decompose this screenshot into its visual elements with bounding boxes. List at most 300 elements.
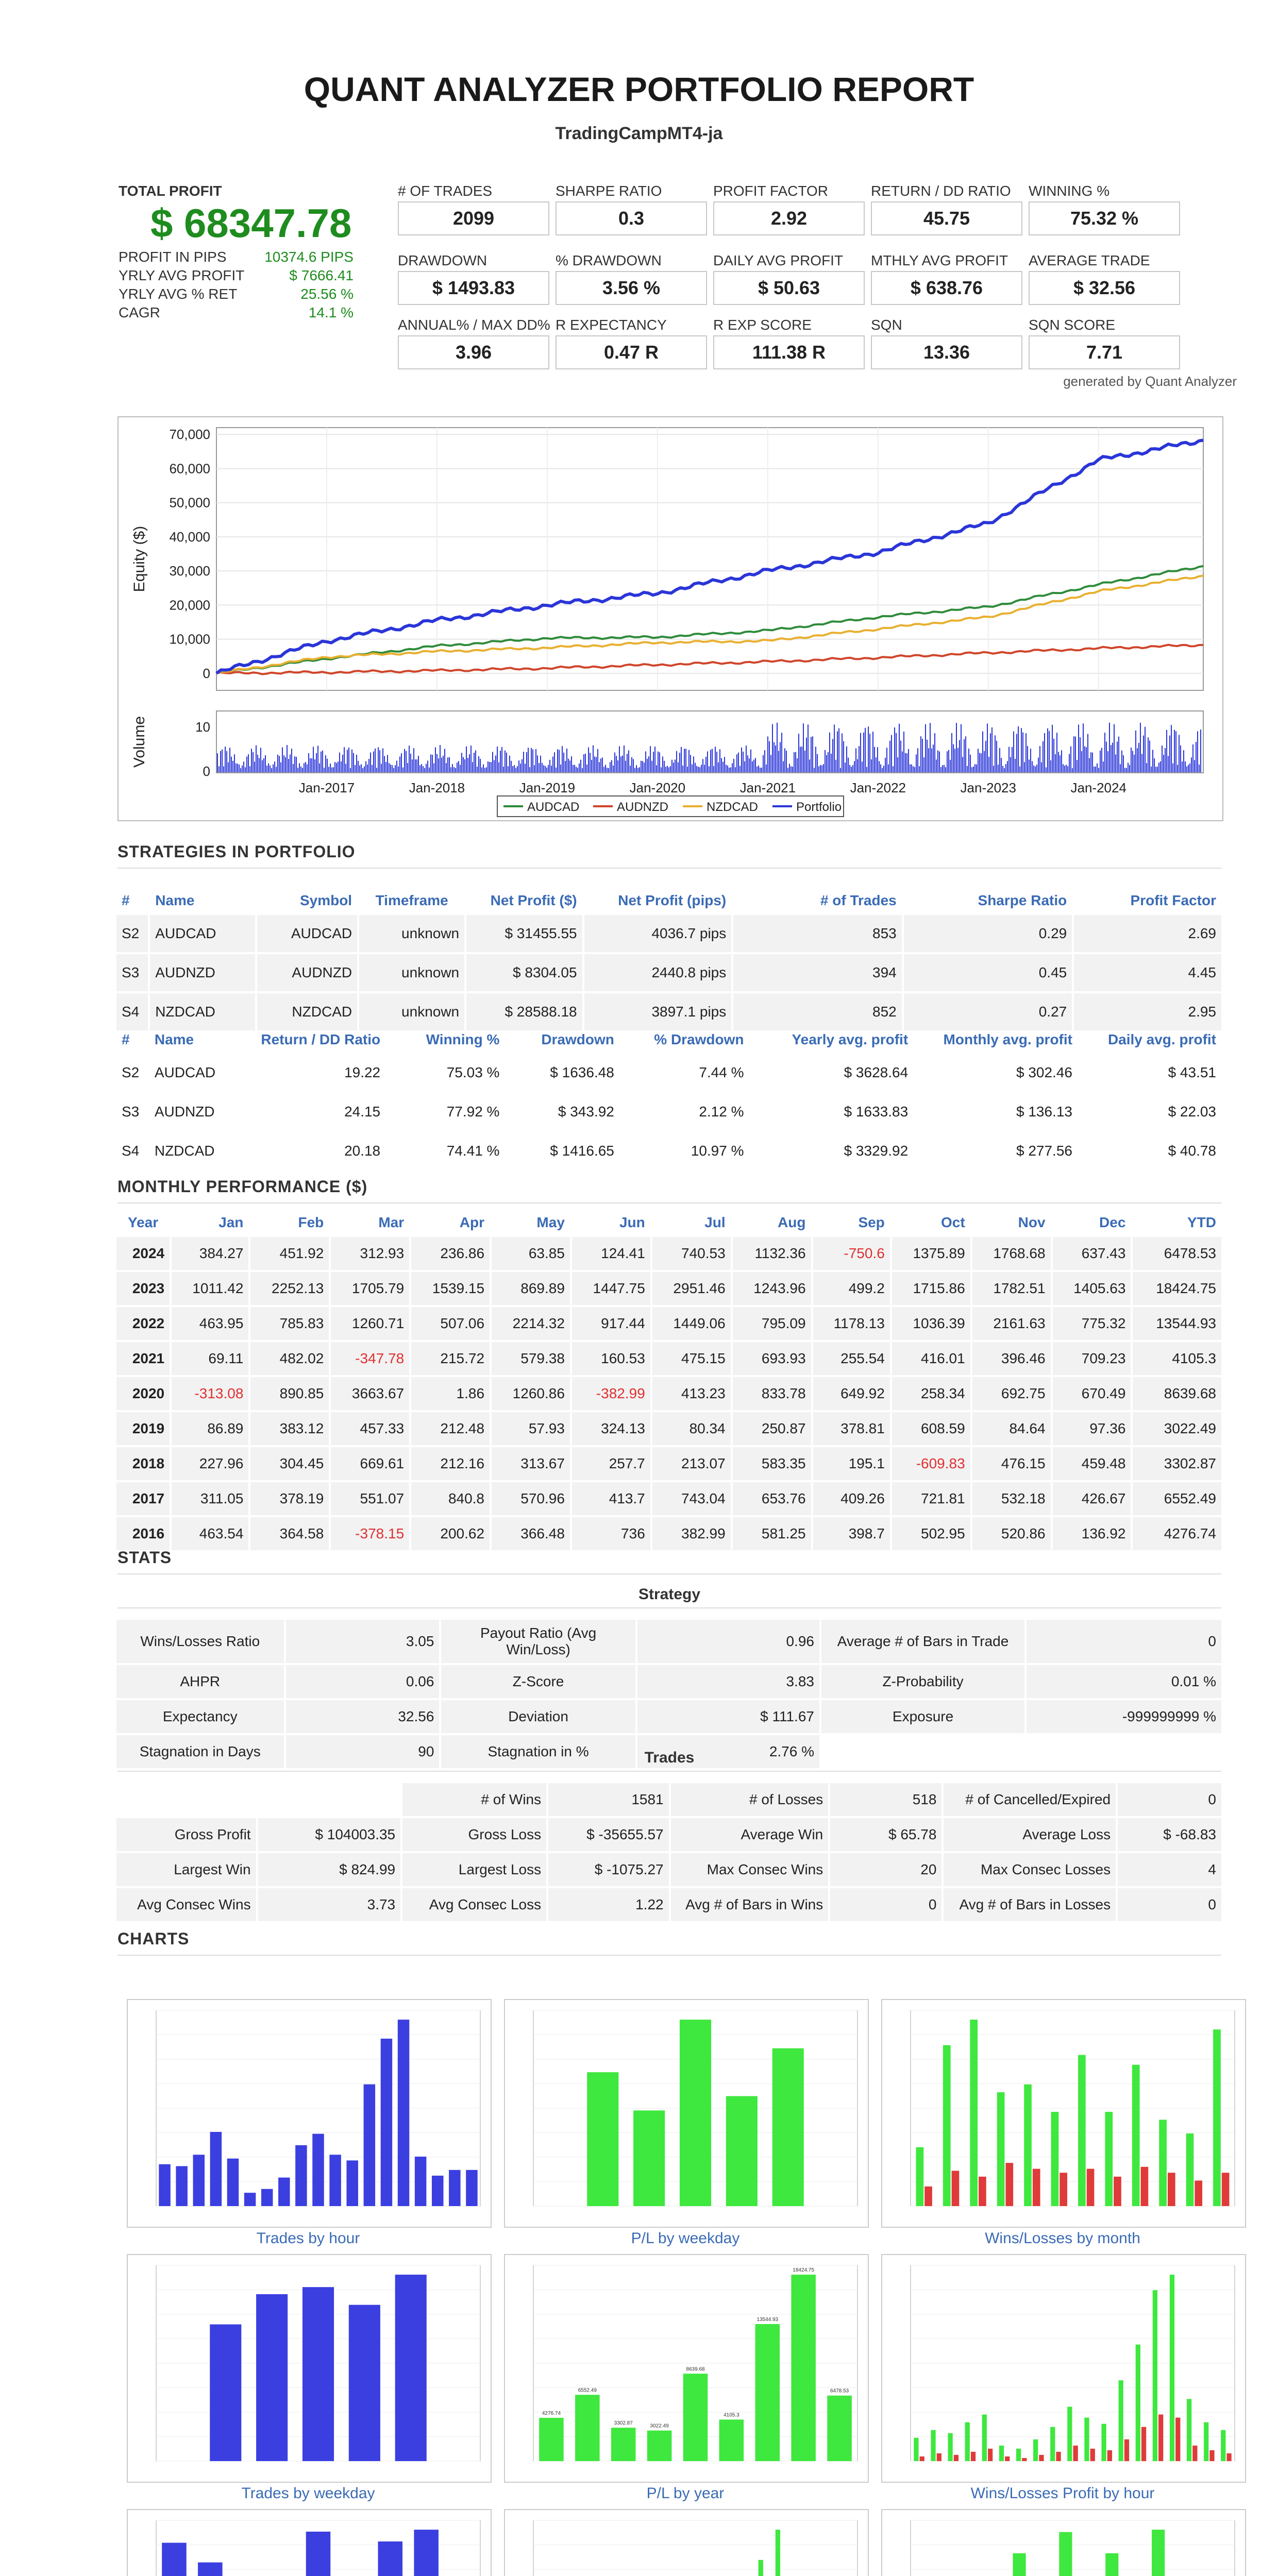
metric-value: 3.56 % — [556, 271, 707, 305]
chart-panel — [881, 2509, 1246, 2576]
mini-chart — [505, 2255, 868, 2482]
table-cell: 3.83 — [637, 1665, 819, 1698]
legend-item: Portfolio — [796, 800, 842, 814]
table-cell: 6552.49 — [1133, 1482, 1221, 1515]
table-cell: 80.34 — [652, 1412, 731, 1445]
metric-value: 2.92 — [713, 201, 865, 235]
bar — [302, 2287, 334, 2461]
loss-bar — [1168, 2173, 1175, 2206]
table-cell: 97.36 — [1053, 1412, 1131, 1445]
bar — [198, 2563, 223, 2576]
table-cell: Max Consec Losses — [944, 1853, 1116, 1886]
metric-value: $ 638.76 — [871, 271, 1022, 305]
table-cell: 0.27 — [904, 993, 1072, 1030]
table-cell: 740.53 — [652, 1237, 731, 1270]
mini-plot-area — [911, 2520, 1235, 2576]
report-title: QUANT ANALYZER PORTFOLIO REPORT — [304, 70, 974, 108]
table-cell: 2019 — [116, 1412, 170, 1445]
chart-panel — [881, 2254, 1246, 2483]
table-row — [116, 1272, 1221, 1305]
summary-row-label: YRLY AVG PROFIT — [119, 267, 245, 283]
win-bar — [1024, 2084, 1032, 2206]
table-cell: 24.15 — [254, 1093, 385, 1130]
table-row — [116, 1377, 1221, 1410]
win-bar — [999, 2446, 1004, 2461]
bar-value-label: 6478.53 — [830, 2388, 849, 2394]
table-row — [116, 1517, 1221, 1550]
loss-bar — [979, 2177, 986, 2206]
table-cell: 0.96 — [637, 1620, 819, 1663]
column-header: Sharpe Ratio — [978, 892, 1067, 908]
column-header: Monthly avg. profit — [943, 1031, 1072, 1047]
bar — [312, 2134, 324, 2206]
bar — [306, 2532, 331, 2576]
table-cell: 1260.71 — [331, 1307, 409, 1340]
bar — [415, 2157, 427, 2206]
table-cell: S3 — [116, 1093, 147, 1130]
table-cell: 463.54 — [172, 1517, 248, 1550]
volume-axis-label: Volume — [131, 716, 148, 768]
divider — [117, 868, 1221, 869]
win-bar — [1136, 2345, 1140, 2461]
table-cell: 378.19 — [250, 1482, 329, 1515]
x-tick-label: Jan-2017 — [298, 780, 355, 795]
column-header: Jan — [218, 1214, 244, 1230]
bar-value-label: 4105.3 — [724, 2412, 739, 2418]
table-cell: NZDCAD — [257, 993, 357, 1030]
win-bar — [916, 2147, 924, 2206]
x-tick-label: Jan-2018 — [409, 780, 465, 795]
table-cell: 518 — [830, 1783, 941, 1816]
win-bar — [965, 2422, 970, 2461]
mini-chart — [882, 2510, 1245, 2576]
table-cell: 2020 — [116, 1377, 170, 1410]
column-header: Oct — [940, 1214, 965, 1230]
table-cell: AHPR — [116, 1665, 284, 1698]
table-cell: 227.96 — [172, 1447, 248, 1480]
chart-panel — [127, 1999, 492, 2228]
table-row — [116, 1818, 1221, 1851]
table-cell: Largest Win — [116, 1853, 256, 1886]
table-cell: 1036.39 — [892, 1307, 970, 1340]
stats-heading: STATS — [117, 1548, 172, 1567]
chart-title: Trades by weekday — [241, 2485, 375, 2502]
summary-row-label: YRLY AVG % RET — [119, 286, 238, 302]
table-cell: 520.86 — [972, 1517, 1051, 1550]
table-cell: 2161.63 — [972, 1307, 1051, 1340]
column-header: Symbol — [299, 892, 352, 908]
table-cell: 917.44 — [572, 1307, 650, 1340]
table-cell: AUDNZD — [150, 954, 255, 991]
win-bar — [948, 2433, 952, 2461]
table-row — [116, 915, 1221, 952]
table-cell: 69.11 — [172, 1342, 248, 1375]
volume-tick-label: 10 — [195, 719, 210, 735]
table-cell: 1768.68 — [972, 1237, 1051, 1270]
table-cell: unknown — [359, 954, 464, 991]
loss-bar — [1056, 2452, 1061, 2461]
table-cell: 394 — [733, 954, 901, 991]
table-cell: S2 — [116, 1054, 147, 1091]
bar — [539, 2418, 564, 2461]
metric-label: RETURN / DD RATIO — [871, 183, 1011, 199]
table-cell: 384.27 — [172, 1237, 248, 1270]
win-bar — [1119, 2380, 1123, 2461]
summary-row — [119, 286, 354, 304]
win-bar — [997, 2092, 1005, 2206]
table-cell: Gross Profit — [116, 1818, 256, 1851]
divider — [117, 1955, 1221, 1956]
table-cell: 2.95 — [1074, 993, 1221, 1030]
table-row — [116, 1482, 1221, 1515]
bar — [726, 2096, 758, 2206]
mini-chart — [882, 2000, 1245, 2227]
column-header: # of Trades — [820, 892, 897, 908]
table-cell: 77.92 % — [388, 1093, 505, 1130]
column-header: Aug — [778, 1214, 806, 1230]
bar-value-label: 4276.74 — [542, 2410, 561, 2416]
strategy-stats-heading: Strategy — [638, 1586, 701, 1603]
table-cell: Avg # of Bars in Losses — [944, 1888, 1116, 1921]
win-bar — [1132, 2065, 1140, 2206]
divider — [117, 1607, 1221, 1608]
table-row — [116, 1700, 1221, 1733]
table-cell: 869.89 — [492, 1272, 570, 1305]
table-cell: 459.48 — [1053, 1447, 1131, 1480]
table-cell: 2.69 — [1074, 915, 1221, 952]
table-cell: 311.05 — [172, 1482, 248, 1515]
table-cell: 136.92 — [1053, 1517, 1131, 1550]
summary-row-value: $ 7666.41 — [289, 267, 354, 283]
table-cell: 637.43 — [1053, 1237, 1131, 1270]
table-cell: Stagnation in % — [441, 1735, 635, 1768]
strategies-table-2 — [114, 1025, 1223, 1172]
table-cell: 502.95 — [892, 1517, 970, 1550]
bar-value-label: 3022.49 — [650, 2423, 669, 2429]
metric-value: 0.3 — [556, 201, 707, 235]
table-header-row — [116, 1027, 1221, 1052]
metric-label: PROFIT FACTOR — [713, 183, 828, 199]
table-cell: $ 277.56 — [915, 1132, 1078, 1170]
table-cell: unknown — [359, 915, 464, 952]
column-header: % Drawdown — [654, 1031, 744, 1047]
table-cell: Average # of Bars in Trade — [821, 1620, 1024, 1663]
table-cell: Max Consec Wins — [671, 1853, 829, 1886]
table-cell: 649.92 — [813, 1377, 890, 1410]
table-cell: 1.22 — [548, 1888, 668, 1921]
table-cell: Average Win — [671, 1818, 829, 1851]
table-cell: -378.15 — [331, 1517, 409, 1550]
table-cell — [258, 1783, 401, 1816]
table-cell: 195.1 — [813, 1447, 890, 1480]
bar — [159, 2164, 171, 2206]
metric-label: MTHLY AVG PROFIT — [871, 252, 1008, 268]
table-cell: 313.67 — [492, 1447, 570, 1480]
bar-value-label: 18424.75 — [793, 2267, 815, 2274]
bar — [162, 2543, 187, 2576]
table-cell: 1405.63 — [1053, 1272, 1131, 1305]
chart-title: Wins/Losses by month — [985, 2230, 1140, 2247]
table-cell: 20 — [830, 1853, 941, 1886]
win-bar — [1033, 2439, 1038, 2461]
table-cell: 378.81 — [813, 1412, 890, 1445]
loss-bar — [1073, 2446, 1078, 2461]
loss-bar — [1158, 2415, 1163, 2461]
table-cell: 736 — [572, 1517, 650, 1550]
table-row — [116, 1412, 1221, 1445]
mini-chart — [505, 2000, 868, 2227]
table-cell: Avg # of Bars in Wins — [671, 1888, 829, 1921]
table-cell: 413.23 — [652, 1377, 731, 1410]
total-profit-label: TOTAL PROFIT — [119, 183, 222, 199]
table-cell: 0 — [830, 1888, 941, 1921]
bar — [381, 2039, 393, 2206]
table-cell: 2951.46 — [652, 1272, 731, 1305]
table-cell: 57.93 — [492, 1412, 570, 1445]
table-cell: 583.35 — [733, 1447, 811, 1480]
metric-label: AVERAGE TRADE — [1029, 252, 1150, 268]
table-cell: 10.97 % — [621, 1132, 749, 1170]
table-cell: 1375.89 — [892, 1237, 970, 1270]
table-cell: S4 — [116, 993, 148, 1030]
column-header: Timeframe — [375, 892, 448, 908]
table-cell: 692.75 — [972, 1377, 1051, 1410]
table-cell — [116, 1783, 256, 1816]
table-row — [116, 1093, 1221, 1130]
metric-value: $ 50.63 — [713, 271, 865, 305]
table-cell: 0 — [1118, 1888, 1221, 1921]
summary-panel — [119, 183, 354, 323]
column-header: Net Profit ($) — [490, 892, 577, 908]
win-bar — [1221, 2430, 1225, 2461]
table-cell: 258.34 — [892, 1377, 970, 1410]
metric-value: 2099 — [398, 201, 549, 235]
total-profit-value: $ 68347.78 — [150, 200, 352, 246]
bar — [349, 2305, 380, 2461]
win-bar — [970, 2020, 978, 2206]
table-cell: 0 — [1027, 1620, 1221, 1663]
table-cell: 1447.75 — [572, 1272, 650, 1305]
table-cell: Deviation — [441, 1700, 635, 1733]
metric-label: # OF TRADES — [398, 183, 493, 199]
x-tick-label: Jan-2019 — [519, 780, 576, 795]
chart-panel — [881, 1999, 1246, 2228]
table-cell: 4105.3 — [1133, 1342, 1221, 1375]
table-cell: 1782.51 — [972, 1272, 1051, 1305]
bar-value-label: 6552.49 — [578, 2387, 597, 2394]
win-bar — [1213, 2029, 1221, 2206]
summary-row-value: 14.1 % — [308, 304, 354, 320]
table-cell: 19.22 — [254, 1054, 385, 1091]
metric-value: 45.75 — [871, 201, 1022, 235]
table-cell: 366.48 — [492, 1517, 570, 1550]
mini-chart — [128, 2255, 491, 2482]
legend-item: NZDCAD — [707, 800, 758, 814]
table-cell: -313.08 — [172, 1377, 248, 1410]
table-cell: 670.49 — [1053, 1377, 1131, 1410]
legend-item: AUDNZD — [617, 800, 668, 814]
table-cell: Stagnation in Days — [116, 1735, 284, 1768]
table-cell: 1011.42 — [172, 1272, 248, 1305]
table-cell: -347.78 — [331, 1342, 409, 1375]
summary-row-value: 10374.6 PIPS — [264, 249, 354, 265]
table-cell: 669.61 — [331, 1447, 409, 1480]
bar — [683, 2374, 708, 2461]
column-header: Yearly avg. profit — [792, 1031, 909, 1047]
table-header-row — [116, 888, 1221, 913]
table-cell: Z-Probability — [821, 1665, 1024, 1698]
table-cell: 653.76 — [733, 1482, 811, 1515]
bar — [278, 2178, 290, 2206]
chart-panel — [127, 2509, 492, 2576]
table-cell: $ 1636.48 — [507, 1054, 619, 1091]
loss-bar — [971, 2452, 976, 2461]
table-cell: 3663.67 — [331, 1377, 409, 1410]
table-cell: 200.62 — [411, 1517, 490, 1550]
table-cell: 383.12 — [250, 1412, 329, 1445]
trades-stats-table — [114, 1781, 1223, 1923]
table-cell: 581.25 — [733, 1517, 811, 1550]
table-cell: 236.86 — [411, 1237, 490, 1270]
metric-value: $ 32.56 — [1029, 271, 1180, 305]
win-bar — [1152, 2530, 1165, 2576]
bar — [193, 2155, 205, 2206]
table-cell: 86.89 — [172, 1412, 248, 1445]
table-cell: 18424.75 — [1133, 1272, 1221, 1305]
table-cell: 3.05 — [286, 1620, 440, 1663]
metric-label: % DRAWDOWN — [556, 252, 662, 268]
loss-bar — [1090, 2449, 1095, 2461]
legend-item: AUDCAD — [527, 800, 580, 814]
table-cell: 840.8 — [411, 1482, 490, 1515]
table-cell: 795.09 — [733, 1307, 811, 1340]
win-bar — [982, 2415, 987, 2461]
table-cell: 551.07 — [331, 1482, 409, 1515]
table-row — [116, 1132, 1221, 1170]
table-cell: unknown — [359, 993, 464, 1030]
loss-bar — [1192, 2446, 1197, 2461]
chart-title: Wins/Losses Profit by hour — [970, 2485, 1155, 2502]
chart-title: P/L by year — [646, 2485, 725, 2502]
table-cell: $ 28588.18 — [466, 993, 582, 1030]
table-cell: NZDCAD — [149, 1132, 251, 1170]
column-header: YTD — [1187, 1214, 1216, 1230]
loss-bar — [937, 2453, 941, 2461]
table-cell: $ -68.83 — [1118, 1818, 1221, 1851]
x-tick-label: Jan-2021 — [739, 780, 796, 795]
table-cell: 257.7 — [572, 1447, 650, 1480]
table-cell: 396.46 — [972, 1342, 1051, 1375]
table-cell: $ 824.99 — [258, 1853, 401, 1886]
bar — [364, 2084, 376, 2206]
bar — [398, 2020, 410, 2206]
table-cell: AUDNZD — [257, 954, 357, 991]
table-cell: 0 — [1118, 1783, 1221, 1816]
y-tick-label: 20,000 — [169, 597, 210, 613]
table-cell: $ 104003.35 — [258, 1818, 401, 1851]
summary-row — [119, 249, 354, 267]
table-cell: 2.76 % — [637, 1735, 819, 1768]
column-header: # — [122, 1031, 130, 1047]
mini-chart — [505, 2510, 868, 2576]
bar — [176, 2166, 188, 2206]
table-cell: 84.64 — [972, 1412, 1051, 1445]
x-tick-label: Jan-2024 — [1070, 780, 1126, 795]
table-cell: 2.12 % — [621, 1093, 749, 1130]
table-cell: 0.29 — [904, 915, 1072, 952]
table-cell: 463.95 — [172, 1307, 248, 1340]
loss-bar — [1222, 2173, 1230, 2206]
table-cell: 2018 — [116, 1447, 170, 1480]
loss-bar — [952, 2171, 960, 2206]
table-cell: 1260.86 — [492, 1377, 570, 1410]
chart-title: Trades by hour — [256, 2230, 360, 2247]
win-bar — [943, 2045, 951, 2206]
bar — [791, 2275, 816, 2461]
column-header: Jul — [704, 1214, 726, 1230]
table-cell: 3.73 — [258, 1888, 401, 1921]
win-bar — [776, 2530, 780, 2576]
strategy-stats-table — [114, 1618, 1223, 1770]
table-cell: 1581 — [548, 1783, 668, 1816]
table-cell: 507.06 — [411, 1307, 490, 1340]
table-cell: $ 136.13 — [915, 1093, 1078, 1130]
metric-value: 13.36 — [871, 335, 1022, 369]
bar — [449, 2170, 461, 2206]
table-cell: 382.99 — [652, 1517, 731, 1550]
x-tick-label: Jan-2020 — [629, 780, 686, 795]
report-subtitle: TradingCampMT4-ja — [555, 124, 723, 143]
win-bar — [759, 2560, 763, 2576]
table-row — [116, 1665, 1221, 1698]
table-cell: Z-Score — [441, 1665, 635, 1698]
table-cell: 743.04 — [652, 1482, 731, 1515]
equity-chart-frame — [117, 416, 1223, 821]
divider — [117, 1202, 1221, 1204]
win-bar — [1051, 2112, 1059, 2206]
chart-panel — [504, 1999, 869, 2228]
loss-bar — [1175, 2418, 1180, 2461]
table-cell: 13544.93 — [1133, 1307, 1221, 1340]
chart-title: P/L by weekday — [631, 2230, 740, 2247]
table-cell: $ 40.78 — [1080, 1132, 1221, 1170]
bar — [633, 2110, 665, 2206]
win-bar — [914, 2438, 918, 2461]
table-cell: 1.86 — [411, 1377, 490, 1410]
table-cell: $ 343.92 — [507, 1093, 619, 1130]
table-cell: AUDCAD — [150, 915, 255, 952]
table-cell: NZDCAD — [150, 993, 255, 1030]
column-header: # — [122, 892, 130, 908]
table-row — [116, 1783, 1221, 1816]
table-cell: 255.54 — [813, 1342, 890, 1375]
column-header: Jun — [619, 1214, 645, 1230]
table-cell: 213.07 — [652, 1447, 731, 1480]
table-cell: 426.67 — [1053, 1482, 1131, 1515]
y-tick-label: 30,000 — [169, 563, 210, 579]
metric-value: 3.96 — [398, 335, 549, 369]
table-cell: 1178.13 — [813, 1307, 890, 1340]
table-cell: 570.96 — [492, 1482, 570, 1515]
table-cell: 499.2 — [813, 1272, 890, 1305]
y-tick-label: 0 — [203, 665, 210, 681]
win-bar — [1153, 2290, 1157, 2461]
column-header: Drawdown — [541, 1031, 614, 1047]
bar — [772, 2048, 804, 2206]
table-cell: 1715.86 — [892, 1272, 970, 1305]
y-tick-label: 60,000 — [169, 461, 210, 477]
column-header: Nov — [1018, 1214, 1046, 1230]
